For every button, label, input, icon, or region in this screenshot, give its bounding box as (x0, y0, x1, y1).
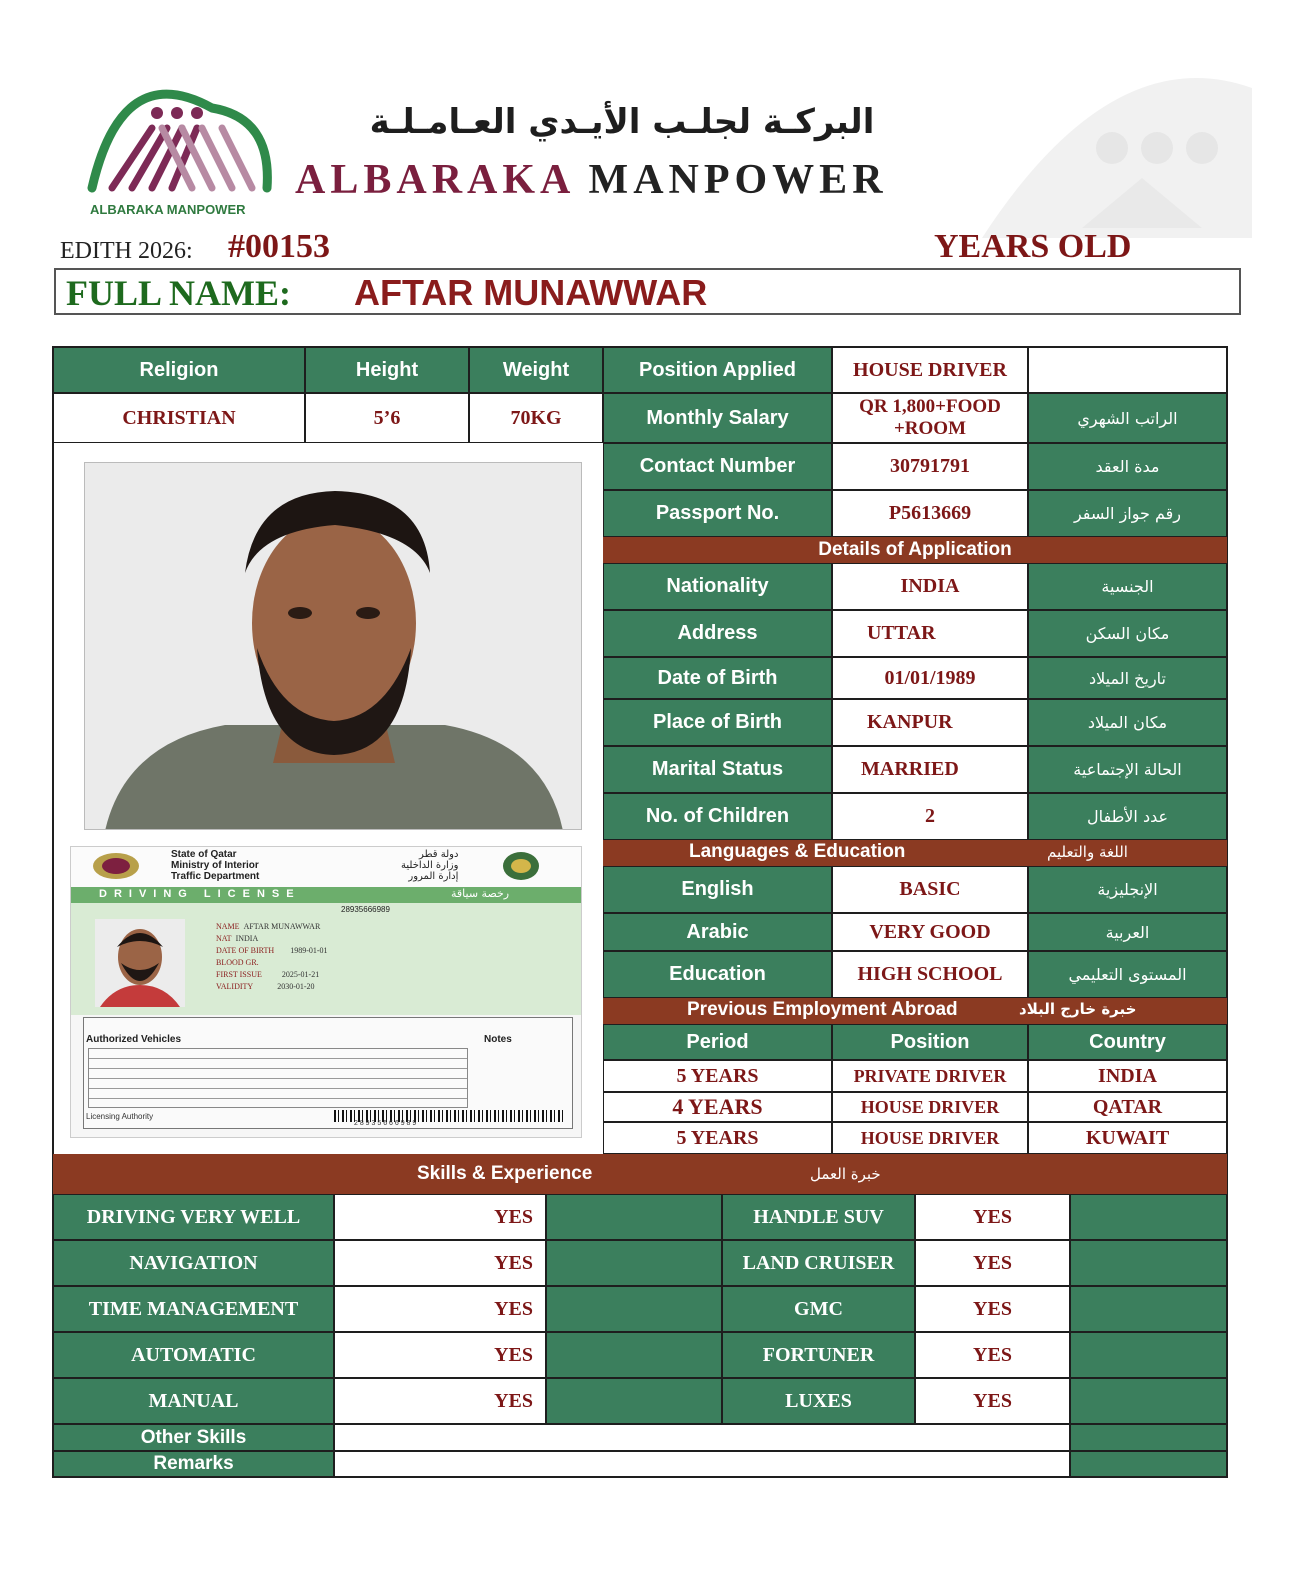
skill-row-2-gap (546, 1240, 722, 1286)
skill-row-4-end (1070, 1332, 1227, 1378)
skills-section-title: Skills & Experience خبرة العمل (53, 1154, 1227, 1194)
contact-number-value: 30791791 (832, 443, 1028, 490)
skill-row-2-end (1070, 1240, 1227, 1286)
skill-row-1-left-value: YES (334, 1194, 546, 1240)
height-value: 5’6 (305, 393, 469, 443)
height-header: Height (305, 347, 469, 393)
license-header (71, 847, 582, 887)
skill-row-1-right-value: YES (915, 1194, 1070, 1240)
weight-value: 70KG (469, 393, 603, 443)
skill-row-3-right: GMC (722, 1286, 915, 1332)
passport-value: P5613669 (832, 490, 1028, 537)
skill-row-3-right-value: YES (915, 1286, 1070, 1332)
place-of-birth-arabic: مكان الميلاد (1028, 699, 1227, 746)
other-skills-end (1070, 1424, 1227, 1451)
company-name-english: ALBARAKA MANPOWER (295, 157, 888, 203)
nationality-label: Nationality (603, 563, 832, 610)
cv-page (12, 28, 1267, 1573)
period-header: Period (603, 1024, 832, 1060)
skill-row-1-gap (546, 1194, 722, 1240)
watermark-logo (962, 28, 1262, 258)
skill-row-2-right-value: YES (915, 1240, 1070, 1286)
english-label: English (603, 866, 832, 913)
licensing-authority: Licensing Authority (86, 1112, 154, 1121)
education-arabic: المستوى التعليمي (1028, 951, 1227, 998)
country-header: Country (1028, 1024, 1227, 1060)
education-value: HIGH SCHOOL (832, 951, 1028, 998)
full-name-label: FULL NAME: (66, 273, 291, 313)
other-skills-label: Other Skills (53, 1424, 334, 1451)
skill-row-5-right: LUXES (722, 1378, 915, 1424)
place-of-birth-label: Place of Birth (603, 699, 832, 746)
age-text: YEARS OLD (934, 228, 1132, 265)
dob-arabic: تاريخ الميلاد (1028, 657, 1227, 699)
children-arabic: عدد الأطفال (1028, 793, 1227, 840)
license-banner: DRIVING LICENSE رخصة سياقة (71, 887, 582, 903)
dob-value: 01/01/1989 (832, 657, 1028, 699)
skill-row-5-end (1070, 1378, 1227, 1424)
english-value: BASIC (832, 866, 1028, 913)
monthly-salary-label: Monthly Salary (603, 393, 832, 443)
barcode-number: 2 8 9 3 5 6 6 6 9 8 9 (354, 1120, 417, 1127)
position-applied-label: Position Applied (603, 347, 832, 393)
address-arabic: مكان السكن (1028, 610, 1227, 657)
children-value: 2 (832, 793, 1028, 840)
position-header: Position (832, 1024, 1028, 1060)
license-state-ar: دولة قطر وزارة الداخلية إدارة المرور (401, 849, 459, 882)
monthly-salary-arabic: الراتب الشهري (1028, 393, 1227, 443)
employment-row-3-position: HOUSE DRIVER (832, 1122, 1028, 1154)
skill-row-1-right: HANDLE SUV (722, 1194, 915, 1240)
skill-row-2-right: LAND CRUISER (722, 1240, 915, 1286)
skill-row-3-gap (546, 1286, 722, 1332)
license-back (83, 1017, 573, 1129)
employment-row-3-period: 5 YEARS (603, 1122, 832, 1154)
skill-row-3-left-value: YES (334, 1286, 546, 1332)
monthly-salary-value: QR 1,800+FOOD +ROOM (832, 393, 1028, 443)
arabic-arabic: العربية (1028, 913, 1227, 951)
weight-header: Weight (469, 347, 603, 393)
gcc-emblem-icon (501, 850, 541, 882)
skill-row-3-left: TIME MANAGEMENT (53, 1286, 334, 1332)
skill-row-4-right: FORTUNER (722, 1332, 915, 1378)
employment-row-2-country: QATAR (1028, 1092, 1227, 1122)
skill-row-3-end (1070, 1286, 1227, 1332)
skill-row-1-left: DRIVING VERY WELL (53, 1194, 334, 1240)
qatar-emblem-icon (91, 851, 141, 881)
nationality-value: INDIA (832, 563, 1028, 610)
religion-value: CHRISTIAN (53, 393, 305, 443)
skill-row-5-left-value: YES (334, 1378, 546, 1424)
passport-arabic: رقم جواز السفر (1028, 490, 1227, 537)
reference-number: #00153 (228, 228, 330, 265)
skill-row-4-right-value: YES (915, 1332, 1070, 1378)
address-value: UTTAR (832, 610, 1028, 657)
skill-row-5-gap (546, 1378, 722, 1424)
address-label: Address (603, 610, 832, 657)
skill-row-1-end (1070, 1194, 1227, 1240)
skill-row-5-left: MANUAL (53, 1378, 334, 1424)
details-section-title: Details of Application (603, 537, 1227, 563)
employment-row-2-period: 4 YEARS (603, 1092, 832, 1122)
license-photo (95, 919, 185, 1007)
marital-status-arabic: الحالة الإجتماعية (1028, 746, 1227, 793)
remarks-end (1070, 1451, 1227, 1477)
skill-row-4-left: AUTOMATIC (53, 1332, 334, 1378)
employment-row-3-country: KUWAIT (1028, 1122, 1227, 1154)
employment-section-title: Previous Employment Abroad خبرة خارج البلاد (603, 998, 1227, 1024)
languages-section-title: Languages & Education اللغة والتعليم (603, 840, 1227, 866)
employment-row-1-position: PRIVATE DRIVER (832, 1060, 1028, 1092)
authorized-vehicles-title: Authorized Vehicles (86, 1034, 182, 1045)
religion-header: Religion (53, 347, 305, 393)
license-fields: NAME AFTAR MUNAWWAR NAT INDIA DATE OF BIRTH 1989-01-01 BLOOD GR. FIRST ISSUE 2025-01-21 VALIDITY 2030-01-20 (216, 922, 328, 991)
company-logo-icon (82, 68, 282, 218)
position-applied-arabic (1028, 347, 1227, 393)
nationality-arabic: الجنسية (1028, 563, 1227, 610)
marital-status-value: MARRIED (832, 746, 1028, 793)
other-skills-value (334, 1424, 1070, 1451)
license-body (71, 903, 582, 1015)
edition-label: EDITH 2026: (60, 238, 193, 264)
contact-number-arabic: مدة العقد (1028, 443, 1227, 490)
children-label: No. of Children (603, 793, 832, 840)
dob-label: Date of Birth (603, 657, 832, 699)
driving-license-image (70, 846, 582, 1138)
skill-row-2-left: NAVIGATION (53, 1240, 334, 1286)
contact-number-label: Contact Number (603, 443, 832, 490)
arabic-value: VERY GOOD (832, 913, 1028, 951)
remarks-value (334, 1451, 1070, 1477)
marital-status-label: Marital Status (603, 746, 832, 793)
license-state-en: State of Qatar Ministry of Interior Traffic Department (171, 849, 260, 882)
employment-row-2-position: HOUSE DRIVER (832, 1092, 1028, 1122)
company-name-arabic: البركـة لجلـب الأيـدي العـامـلـة (369, 102, 875, 142)
passport-label: Passport No. (603, 490, 832, 537)
logo-caption: ALBARAKA MANPOWER (90, 202, 246, 217)
position-applied-value: HOUSE DRIVER (832, 347, 1028, 393)
arabic-label: Arabic (603, 913, 832, 951)
full-name-value: AFTAR MUNAWWAR (354, 272, 708, 313)
place-of-birth-value: KANPUR (832, 699, 1028, 746)
vehicles-grid (88, 1048, 468, 1108)
education-label: Education (603, 951, 832, 998)
notes-title: Notes (484, 1034, 512, 1045)
employment-row-1-country: INDIA (1028, 1060, 1227, 1092)
applicant-photo (84, 462, 582, 830)
skill-row-4-gap (546, 1332, 722, 1378)
license-number: 28935666989 (341, 905, 390, 914)
skill-row-5-right-value: YES (915, 1378, 1070, 1424)
skill-row-2-left-value: YES (334, 1240, 546, 1286)
employment-row-1-period: 5 YEARS (603, 1060, 832, 1092)
english-arabic: الإنجليزية (1028, 866, 1227, 913)
skill-row-4-left-value: YES (334, 1332, 546, 1378)
remarks-label: Remarks (53, 1451, 334, 1477)
full-name-box (54, 268, 1241, 315)
